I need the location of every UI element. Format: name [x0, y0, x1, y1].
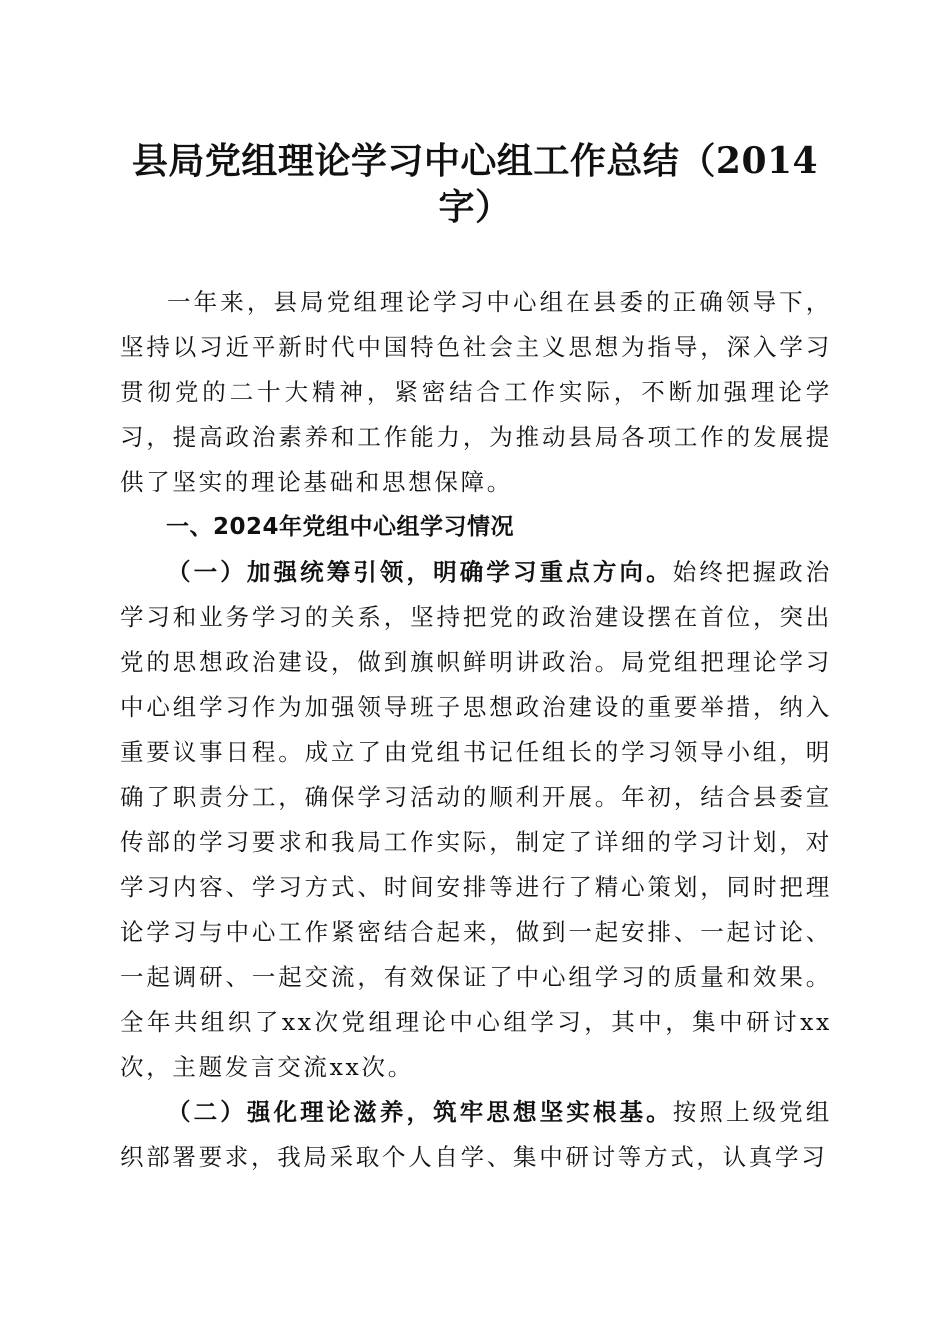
document-body	[120, 280, 832, 1180]
paragraph-2-lead: （二）强化理论滋养，筑牢思想坚实根基。	[167, 1098, 673, 1126]
document-title	[120, 138, 830, 230]
paragraph-1-lead: （一）加强统筹引领，明确学习重点方向。	[167, 558, 673, 586]
section-heading: 一、2024年党组中心组学习情况	[166, 514, 515, 540]
paragraph-1-body: 始终把握政治学习和业务学习的关系，坚持把党的政治建设摆在首位，突出党的思想政治建设，做到旗帜鲜明讲政治。局党组把理论学习中心组学习作为加强领导班子思想政治建设的重要举措，纳入重要议事日程。成立了由党组书记任组长的学习领导小组，明确了职责分工，确保学习活动的顺利开展。年初，结合县委宣传部的学习要求和我局工作实际，制定了详细的学习计划，对学习内容、学习方式、时间安排等进行了精心策划，同时把理论学习与中心工作紧密结合起来，做到一起安排、一起讨论、一起调研、一起交流，有效保证了中心组学习的质量和效果。全年共组织了xx次党组理论中心组学习，其中，集中研讨xx次，主题发言交流xx次。	[120, 558, 832, 1081]
paragraph-2-body: 按照上级党组织部署要求，我局采取个人自学、集中研讨等方式，认真学习	[120, 1098, 832, 1171]
title-line-1: 县局党组理论学习中心组工作总结（2014	[131, 140, 819, 182]
paragraph-2	[120, 1090, 832, 1180]
paragraph-1	[120, 550, 832, 1090]
intro-paragraph: 一年来，县局党组理论学习中心组在县委的正确领导下，坚持以习近平新时代中国特色社会主义思想为指导，深入学习贯彻党的二十大精神，紧密结合工作实际，不断加强理论学习，提高政治素养和工作能力，为推动县局各项工作的发展提供了坚实的理论基础和思想保障。	[120, 288, 832, 496]
title-line-2: 字）	[438, 186, 512, 228]
